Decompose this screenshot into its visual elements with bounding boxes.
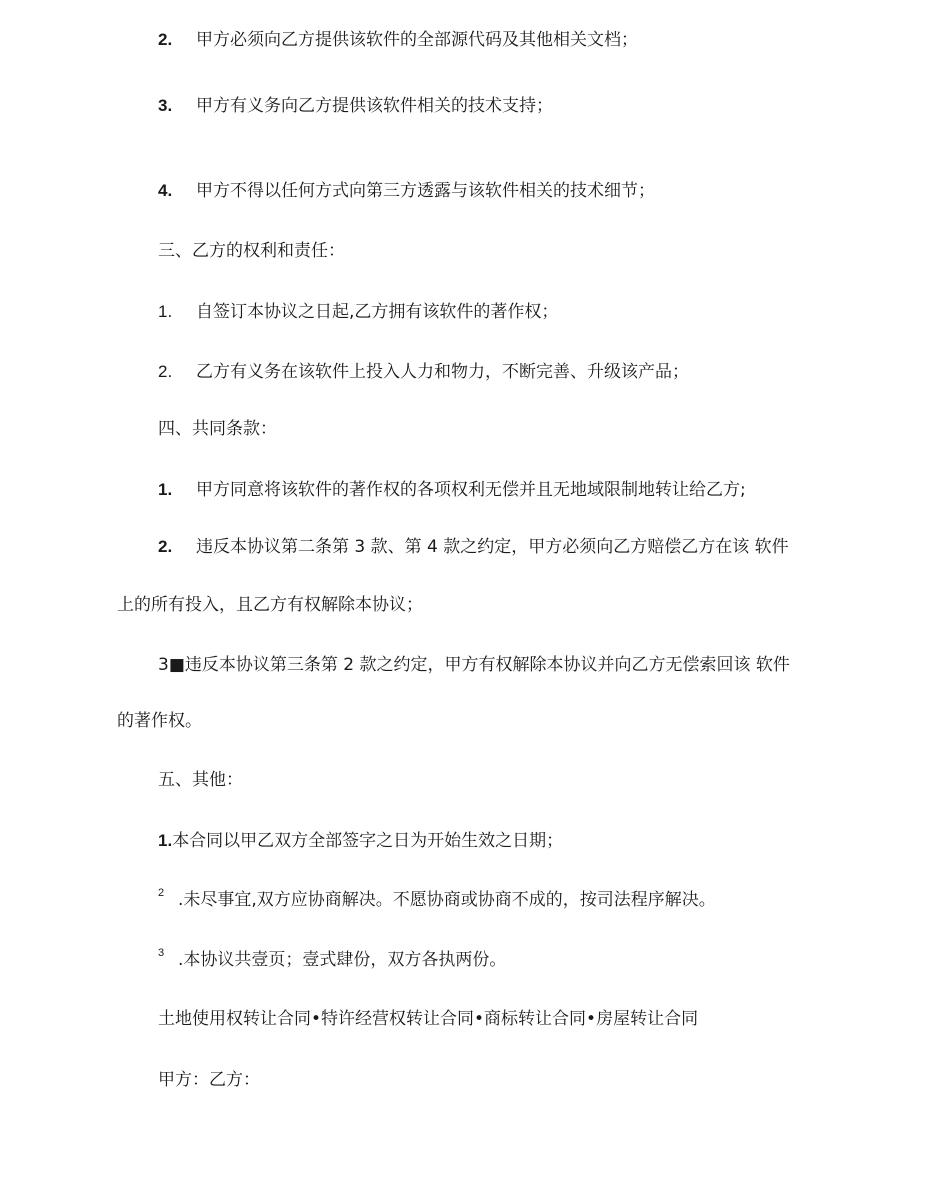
- related-contracts-line: [158, 1008, 698, 1030]
- item-text: 违反本协议第二条第 3 款、第 4 款之约定，甲方必须向乙方赔偿乙方在该 软件: [196, 537, 789, 557]
- item-number: 4.: [158, 181, 173, 200]
- common-item-3-continued: [117, 710, 202, 732]
- item-text: .本协议共壹页；壹式肆份，双方各执两份。: [178, 950, 507, 970]
- section-heading-4: [158, 418, 277, 440]
- item-text: 本合同以甲乙双方全部签字之日为开始生效之日期；: [172, 831, 564, 851]
- item-text: 甲方同意将该软件的著作权的各项权利无偿并且无地域限制地转让给乙方;: [196, 480, 746, 500]
- item-text: 甲方必须向乙方提供该软件的全部源代码及其他相关文档；: [196, 30, 638, 50]
- party-b-item-2: [158, 361, 689, 383]
- other-item-2: [158, 889, 716, 913]
- item-text: 自签订本协议之日起,乙方拥有该软件的著作权；: [196, 302, 559, 322]
- other-item-1: [158, 830, 563, 852]
- item-text: 乙方有义务在该软件上投入人力和物力，不断完善、升级该产品；: [196, 362, 689, 382]
- related-contracts-text: 土地使用权转让合同•特许经营权转让合同•商标转让合同•房屋转让合同: [158, 1009, 699, 1029]
- item-number: 2.: [158, 362, 173, 381]
- item-text: 上的所有投入，且乙方有权解除本协议；: [117, 595, 423, 615]
- common-item-2: [158, 536, 789, 558]
- signature-line: [158, 1069, 260, 1091]
- item-number: 2: [158, 887, 165, 899]
- item-text: .未尽事宜,双方应协商解决。不愿协商或协商不成的，按司法程序解决。: [178, 890, 716, 910]
- common-item-1: [158, 479, 746, 501]
- common-item-2-continued: [117, 594, 423, 616]
- party-a-item-2: [158, 29, 638, 51]
- item-number: 1.: [158, 302, 173, 321]
- item-text: 3■违反本协议第三条第 2 款之约定，甲方有权解除本协议并向乙方无偿索回该 软件: [158, 655, 790, 675]
- item-number: 3: [158, 947, 165, 959]
- section-heading-5: [158, 769, 243, 791]
- item-text: 甲方有义务向乙方提供该软件相关的技术支持；: [196, 96, 553, 116]
- section-title: 五、其他：: [158, 770, 243, 790]
- section-title: 三、乙方的权利和责任：: [158, 241, 345, 261]
- item-number: 2.: [158, 537, 173, 556]
- section-title: 四、共同条款：: [158, 419, 277, 439]
- item-number: 1.: [158, 831, 173, 850]
- item-number: 1.: [158, 480, 173, 499]
- item-text: 甲方不得以任何方式向第三方透露与该软件相关的技术细节；: [196, 181, 655, 201]
- item-number: 3.: [158, 96, 173, 115]
- party-a-item-3: [158, 95, 553, 117]
- party-b-item-1: [158, 301, 558, 323]
- item-number: 2.: [158, 30, 173, 49]
- common-item-3: [158, 654, 790, 676]
- other-item-3: [158, 949, 506, 973]
- signature-text: 甲方：乙方：: [158, 1070, 260, 1090]
- section-heading-3: [158, 240, 345, 262]
- party-a-item-4: [158, 180, 655, 202]
- item-text: 的著作权。: [117, 711, 202, 731]
